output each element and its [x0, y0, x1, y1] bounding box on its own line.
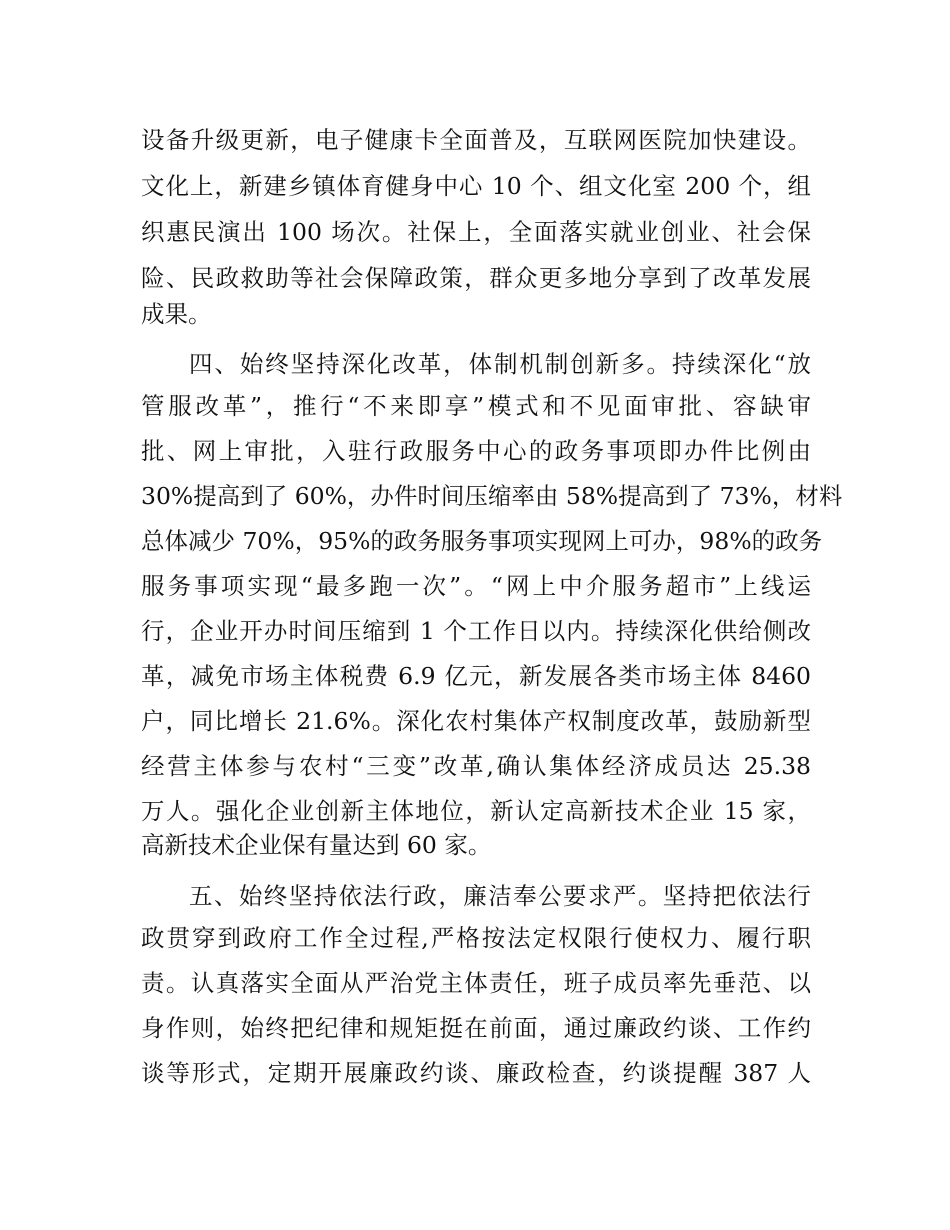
paragraph-2-line-9: 户，同比增长 21.6%。深化农村集体产权制度改革，鼓励新型: [141, 707, 811, 735]
paragraph-3-line-2: 政贯穿到政府工作全过程,严格按法定权限行使权力、履行职: [141, 924, 811, 952]
paragraph-2-line-4: 30%提高到了 60%，办件时间压缩率由 58%提高到了 73%，材料: [141, 482, 843, 510]
paragraph-1-line-3: 织惠民演出 100 场次。社保上，全面落实就业创业、社会保: [141, 218, 811, 246]
paragraph-1-line-4: 险、民政救助等社会保障政策，群众更多地分享到了改革发展: [141, 264, 811, 292]
paragraph-2-line-2: 管服改革”，推行“不来即享”模式和不见面审批、容缺审: [141, 392, 811, 420]
paragraph-3-line-4: 身作则，始终把纪律和规矩挺在前面，通过廉政约谈、工作约: [141, 1014, 811, 1042]
paragraph-2-line-6: 服务事项实现“最多跑一次”。“网上中介服务超市”上线运: [141, 572, 811, 600]
paragraph-2-line-10: 经营主体参与农村“三变”改革,确认集体经济成员达 25.38: [141, 752, 811, 780]
paragraph-3-line-3: 责。认真落实全面从严治党主体责任，班子成员率先垂范、以: [141, 969, 811, 997]
paragraph-2-line-7: 行，企业开办时间压缩到 1 个工作日以内。持续深化供给侧改: [141, 617, 811, 645]
paragraph-1-line-2: 文化上，新建乡镇体育健身中心 10 个、组文化室 200 个，组: [141, 172, 811, 200]
paragraph-2-line-12: 高新技术企业保有量达到 60 家。: [141, 831, 492, 859]
paragraph-2-line-5: 总体减少 70%，95%的政务服务事项实现网上可办，98%的政务: [141, 527, 823, 555]
paragraph-2-line-8: 革，减免市场主体税费 6.9 亿元，新发展各类市场主体 8460: [141, 662, 811, 690]
paragraph-3-line-1: 五、始终坚持依法行政，廉洁奉公要求严。坚持把依法行: [189, 882, 811, 910]
paragraph-1-line-1: 设备升级更新，电子健康卡全面普及，互联网医院加快建设。: [141, 126, 811, 154]
paragraph-3-line-5: 谈等形式，定期开展廉政约谈、廉政检查，约谈提醒 387 人: [141, 1059, 811, 1087]
paragraph-2-line-11: 万人。强化企业创新主体地位，新认定高新技术企业 15 家，: [141, 797, 811, 825]
paragraph-1-line-5: 成果。: [141, 300, 212, 328]
paragraph-2-line-1: 四、始终坚持深化改革，体制机制创新多。持续深化“放: [189, 350, 811, 378]
paragraph-2-line-3: 批、网上审批，入驻行政服务中心的政务事项即办件比例由: [141, 437, 811, 465]
